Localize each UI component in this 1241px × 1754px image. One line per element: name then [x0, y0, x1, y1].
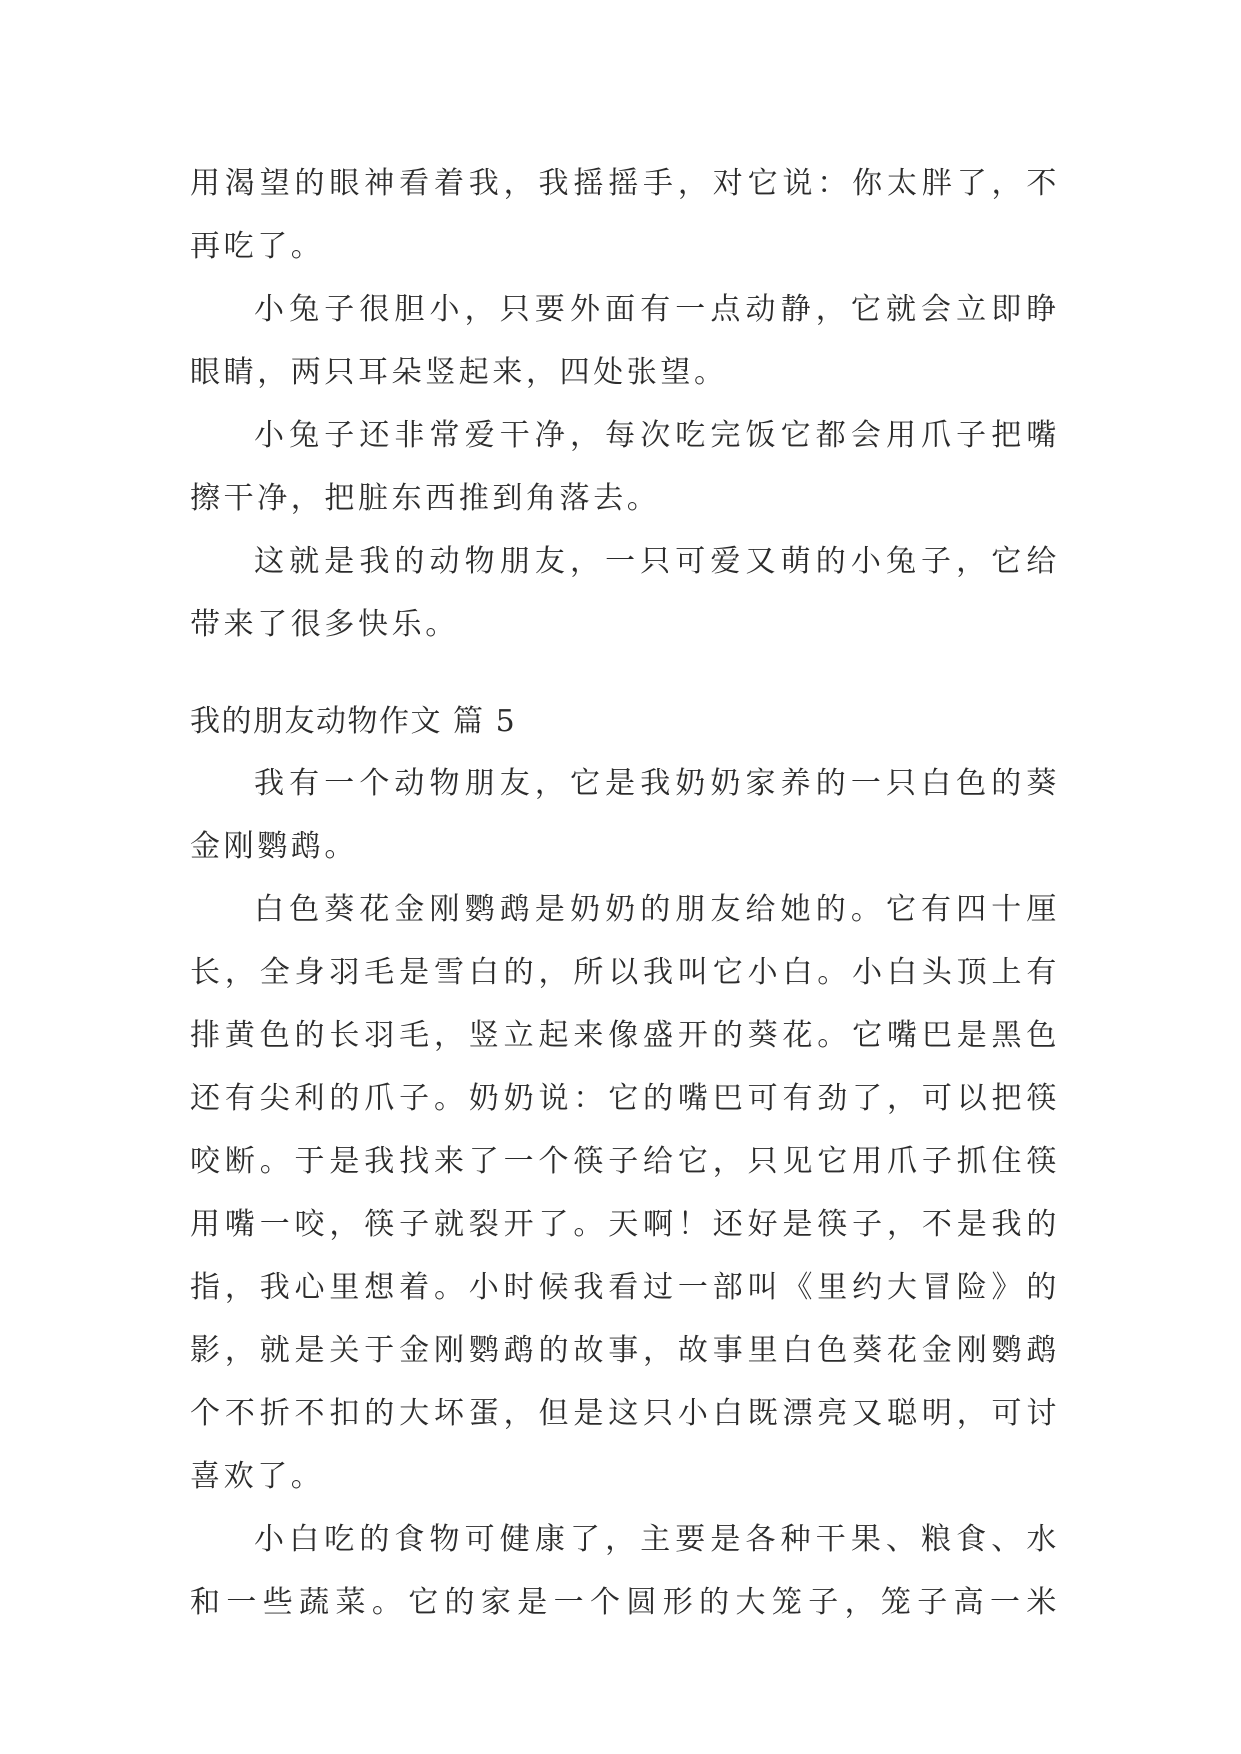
text-line: 指，我心里想着。小时候我看过一部叫《里约大冒险》的	[190, 1270, 1060, 1305]
text-line: 擦干净，把脏东西推到角落去。	[190, 481, 661, 516]
text-line: 咬断。于是我找来了一个筷子给它，只见它用爪子抓住筷	[190, 1144, 1060, 1179]
text-line: 金刚鹦鹉。	[190, 829, 358, 864]
text-line: 我有一个动物朋友，它是我奶奶家养的一只白色的葵	[254, 766, 1060, 801]
text-line: 小兔子很胆小，只要外面有一点动静，它就会立即睁	[254, 292, 1060, 327]
text-line: 小白吃的食物可健康了，主要是各种干果、粮食、水	[254, 1522, 1060, 1557]
text-line: 白色葵花金刚鹦鹉是奶奶的朋友给她的。它有四十厘	[254, 892, 1060, 927]
text-line: 眼睛，两只耳朵竖起来，四处张望。	[190, 355, 728, 390]
text-line: 用渴望的眼神看着我，我摇摇手，对它说：你太胖了，不	[190, 166, 1060, 201]
text-line: 长，全身羽毛是雪白的，所以我叫它小白。小白头顶上有	[190, 955, 1060, 990]
text-line: 影，就是关于金刚鹦鹉的故事，故事里白色葵花金刚鹦鹉	[190, 1333, 1060, 1368]
text-line: 这就是我的动物朋友，一只可爱又萌的小兔子，它给	[254, 544, 1060, 579]
text-line: 再吃了。	[190, 229, 325, 264]
section-heading: 我的朋友动物作文 篇 5	[190, 704, 517, 739]
text-line: 用嘴一咬，筷子就裂开了。天啊！还好是筷子，不是我的	[190, 1207, 1060, 1242]
text-line: 还有尖利的爪子。奶奶说：它的嘴巴可有劲了，可以把筷	[190, 1081, 1060, 1116]
text-line: 带来了很多快乐。	[190, 607, 459, 642]
text-line: 喜欢了。	[190, 1459, 325, 1494]
text-line: 小兔子还非常爱干净，每次吃完饭它都会用爪子把嘴	[254, 418, 1060, 453]
text-line: 和一些蔬菜。它的家是一个圆形的大笼子，笼子高一米	[190, 1585, 1060, 1620]
text-line: 排黄色的长羽毛，竖立起来像盛开的葵花。它嘴巴是黑色	[190, 1018, 1060, 1053]
text-line: 个不折不扣的大坏蛋，但是这只小白既漂亮又聪明，可讨	[190, 1396, 1060, 1431]
